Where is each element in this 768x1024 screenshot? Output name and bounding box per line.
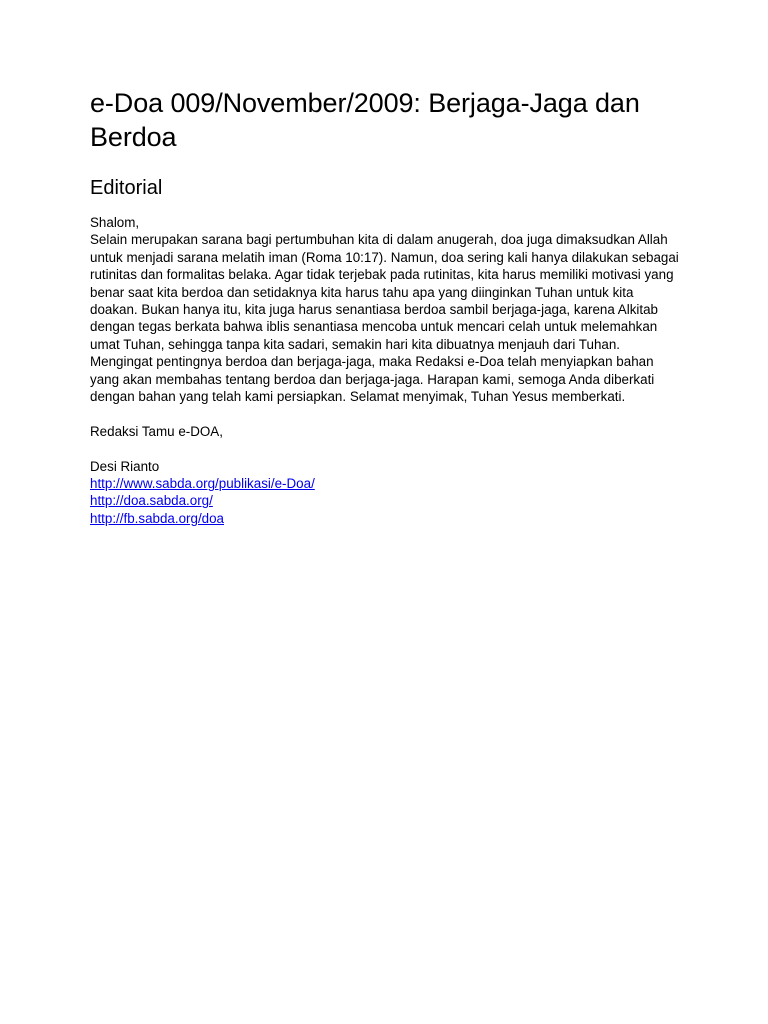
page-title: e-Doa 009/November/2009: Berjaga-Jaga dan Berdoa bbox=[90, 88, 640, 152]
link-fb-sabda[interactable]: http://fb.sabda.org/doa bbox=[90, 510, 225, 526]
editorial-body bbox=[90, 214, 680, 527]
body-paragraph: Selain merupakan sarana bagi pertumbuhan kita di dalam anugerah, doa juga dimaksudkan Allah untuk menjadi sarana melatih iman (Roma 10:17). Namun, doa sering kali hanya dilakukan sebagai rutinitas dan formalitas belaka. Agar tidak terjebak pada rutinitas, kita harus memiliki motivasi yang benar saat kita berdoa dan setidaknya kita harus tahu apa yang diinginkan Tuhan untuk kita doakan. Bukan hanya itu, kita juga harus senantiasa berdoa sambil berjaga-jaga, karena Alkitab dengan tegas berkata bahwa iblis senantiasa mencoba untuk mencari celah untuk melemahkan umat Tuhan, sehingga tanpa kita sadari, semakin hari kita dibuatnya menjauh dari Tuhan. Mengingat pentingnya berdoa dan berjaga-jaga, maka Redaksi e-Doa telah menyiapkan bahan yang akan membahas tentang berdoa dan berjaga-jaga. Harapan kami, semoga Anda diberkati dengan bahan yang telah kami persiapkan. Selamat menyimak, Tuhan Yesus memberkati. bbox=[90, 232, 679, 405]
signature-name: Desi Rianto bbox=[90, 458, 160, 474]
document-page bbox=[90, 86, 680, 527]
link-sabda-publikasi[interactable]: http://www.sabda.org/publikasi/e-Doa/ bbox=[90, 476, 315, 492]
spacer bbox=[90, 440, 680, 457]
closing-line: Redaksi Tamu e-DOA, bbox=[90, 423, 223, 439]
greeting: Shalom, bbox=[90, 215, 140, 230]
link-doa-sabda[interactable]: http://doa.sabda.org/ bbox=[90, 493, 213, 509]
section-heading: Editorial bbox=[90, 177, 163, 199]
spacer bbox=[90, 405, 680, 422]
